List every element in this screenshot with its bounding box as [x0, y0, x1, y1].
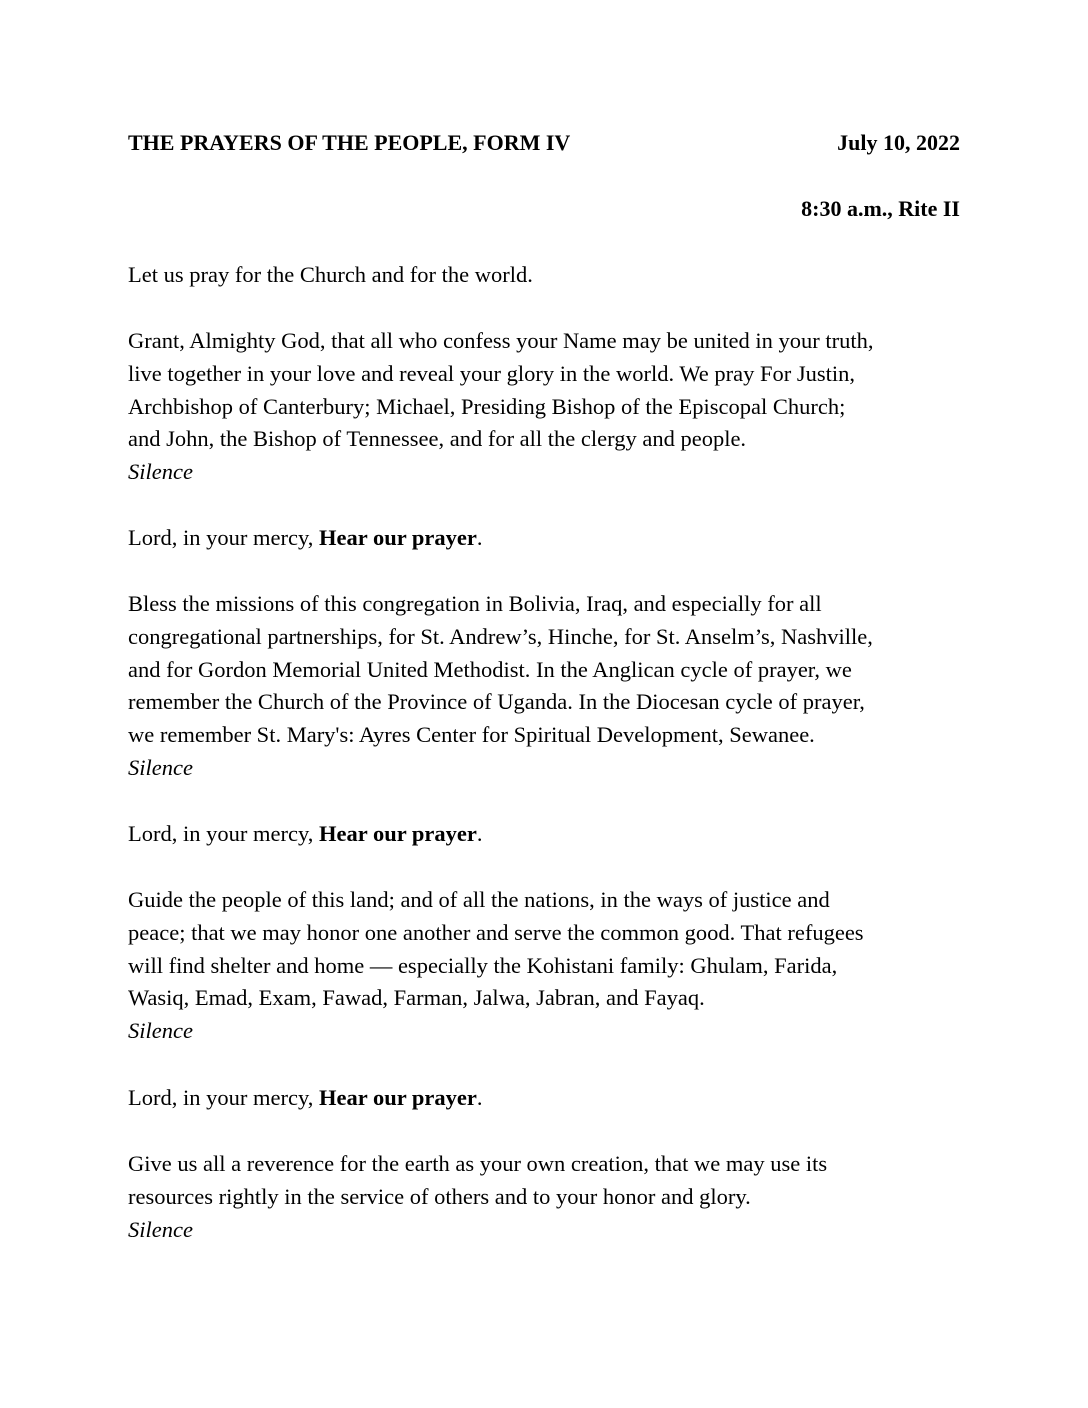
petition-line: Give us all a reverence for the earth as your own creation, that we may use its [128, 1151, 828, 1176]
silence-rubric: Silence [128, 754, 193, 780]
service-time: 8:30 a.m., Rite II [801, 196, 960, 221]
petition-line: remember the Church of the Province of Uganda. In the Diocesan cycle of prayer, [128, 689, 865, 715]
silence-rubric: Silence [128, 1018, 193, 1044]
petition-line: Wasiq, Emad, Exam, Fawad, Farman, Jalwa, Jabran, and Fayaq. [128, 985, 705, 1011]
petition-line: Grant, Almighty God, that all who confess your Name may be united in your truth, [128, 328, 874, 353]
people-response: Hear our prayer [319, 525, 477, 550]
response-end: . [476, 525, 483, 550]
intro-bidding: Let us pray for the Church and for the world. [128, 262, 533, 287]
litany-response [128, 818, 978, 851]
petition-church [128, 325, 978, 489]
silence-rubric: Silence [128, 459, 193, 485]
versicle: Lord, in your mercy, [128, 525, 319, 550]
petition-missions [128, 588, 978, 785]
versicle: Lord, in your mercy, [128, 821, 319, 846]
petition-line: will find shelter and home — especially the Kohistani family: Ghulam, Farida, [128, 952, 838, 978]
people-response: Hear our prayer [319, 821, 477, 846]
petition-line: Guide the people of this land; and of all the nations, in the ways of justice and [128, 887, 830, 912]
petition-creation [128, 1148, 978, 1246]
response-end: . [476, 1085, 483, 1110]
document-header [128, 130, 960, 156]
people-response: Hear our prayer [319, 1085, 477, 1110]
petition-line: peace; that we may honor one another and serve the common good. That refugees [128, 919, 864, 945]
petition-nations [128, 884, 978, 1048]
petition-line: Archbishop of Canterbury; Michael, Presiding Bishop of the Episcopal Church; [128, 393, 846, 419]
service-date: July 10, 2022 [837, 130, 960, 155]
document-title: THE PRAYERS OF THE PEOPLE, FORM IV [128, 130, 571, 155]
versicle: Lord, in your mercy, [128, 1085, 319, 1110]
litany-response [128, 1082, 978, 1115]
petition-line: live together in your love and reveal your glory in the world. We pray For Justin, [128, 360, 855, 386]
petition-line: we remember St. Mary's: Ayres Center for Spiritual Development, Sewanee. [128, 722, 815, 748]
petition-line: resources rightly in the service of others and to your honor and glory. [128, 1183, 751, 1209]
petition-line: Bless the missions of this congregation in Bolivia, Iraq, and especially for all [128, 591, 822, 616]
silence-rubric: Silence [128, 1216, 193, 1242]
response-end: . [476, 821, 483, 846]
litany-response [128, 522, 978, 555]
petition-line: congregational partnerships, for St. Andrew’s, Hinche, for St. Anselm’s, Nashville, [128, 623, 873, 649]
petition-line: and John, the Bishop of Tennessee, and for all the clergy and people. [128, 426, 747, 452]
petition-line: and for Gordon Memorial United Methodist. In the Anglican cycle of prayer, we [128, 656, 852, 682]
